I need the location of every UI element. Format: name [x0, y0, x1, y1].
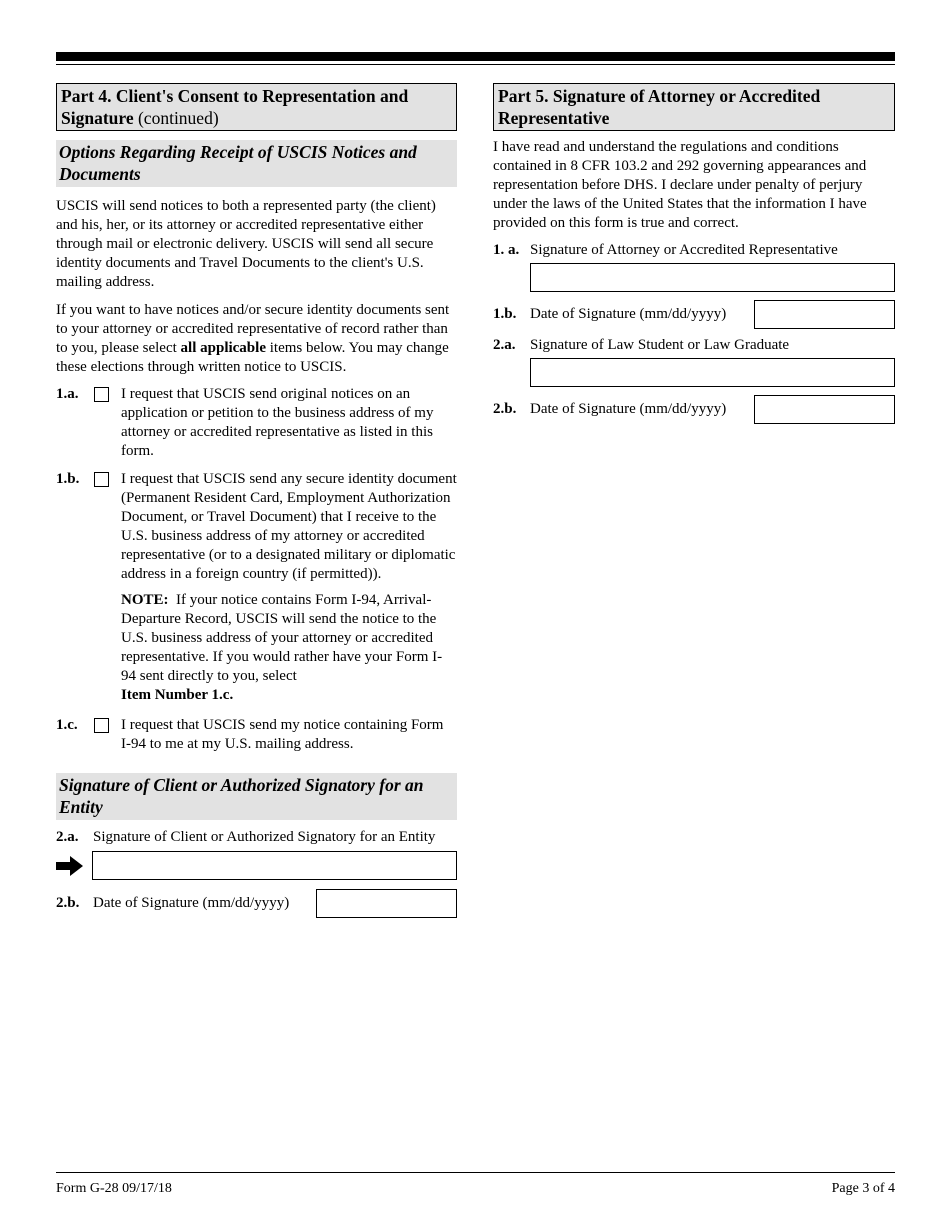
item-2b-label: Date of Signature (mm/dd/yyyy)	[93, 895, 290, 911]
signature-section-header: Signature of Client or Authorized Signatory for an Entity	[56, 773, 457, 820]
attorney-signature-field[interactable]	[530, 263, 895, 292]
law-student-signature-field[interactable]	[530, 358, 895, 387]
part5-declaration: I have read and understand the regulations and conditions contained in 8 CFR 103.2 and 292 governing appearances and representation before DHS. I declare under penalty of perjury under the laws of the United States that the information I have provided on this form is true and correct.	[493, 139, 867, 231]
attorney-signature-date-field[interactable]	[754, 300, 895, 329]
part5-item-2a-number: 2.a.	[493, 337, 516, 353]
note-item-ref: Item Number 1.c.	[121, 687, 234, 703]
item-2b	[56, 889, 457, 918]
item-1c-number: 1.c.	[56, 717, 78, 733]
item-2a-number: 2.a.	[56, 829, 79, 845]
item-1b-checkbox[interactable]	[94, 472, 109, 487]
item-1c-checkbox[interactable]	[94, 718, 109, 733]
part5-item-2b-label: Date of Signature (mm/dd/yyyy)	[530, 401, 727, 417]
client-signature-field[interactable]	[92, 851, 457, 880]
left-column	[56, 83, 457, 918]
top-rule-thick	[56, 52, 895, 61]
item-1a-number: 1.a.	[56, 386, 79, 402]
note-label: NOTE:	[121, 592, 169, 608]
item-2a-field-row	[56, 851, 457, 880]
options-section-header: Options Regarding Receipt of USCIS Notices and Documents	[56, 140, 457, 187]
client-signature-date-field[interactable]	[316, 889, 457, 918]
item-2b-number: 2.b.	[56, 895, 80, 911]
part5-item-1b	[493, 300, 895, 329]
item-1c-text: I request that USCIS send my notice containing Form I-94 to me at my U.S. mailing address.	[121, 717, 444, 752]
item-2a-label: Signature of Client or Authorized Signatory for an Entity	[93, 829, 436, 845]
note-text: If your notice contains Form I-94, Arrival-Departure Record, USCIS will send the notice to the U.S. business address of your attorney or accredited representative. If you would rather have your Form I-94 sent directly to you, select	[121, 592, 443, 684]
part5-item-1b-number: 1.b.	[493, 306, 517, 322]
part5-item-1a-number: 1. a.	[493, 242, 520, 258]
right-column	[493, 83, 895, 424]
part5-header: Part 5. Signature of Attorney or Accredited Representative	[493, 83, 895, 131]
note-block	[121, 591, 457, 705]
part5-item-1b-label: Date of Signature (mm/dd/yyyy)	[530, 306, 727, 322]
part5-item-2a-label: Signature of Law Student or Law Graduate	[530, 337, 790, 353]
item-1a-checkbox[interactable]	[94, 387, 109, 402]
part4-title: Part 4. Client's Consent to Representation and Signature	[61, 86, 409, 128]
part5-item-2b	[493, 395, 895, 424]
part5-item-1a-label: Signature of Attorney or Accredited Representative	[530, 242, 838, 258]
options-paragraph-1: USCIS will send notices to both a represented party (the client) and his, her, or its attorney or accredited representative either through mail or electronic delivery. USCIS will send all secure identity documents and Travel Documents to the client's U.S. mailing address.	[56, 198, 436, 290]
top-rule-thin	[56, 64, 895, 65]
item-1b-number: 1.b.	[56, 471, 80, 487]
part5-item-1a	[493, 241, 895, 260]
part4-title-suffix: (continued)	[137, 108, 219, 128]
item-1a	[56, 385, 457, 461]
law-student-signature-date-field[interactable]	[754, 395, 895, 424]
footer-rule	[56, 1172, 895, 1173]
item-1b-text: I request that USCIS send any secure identity document (Permanent Resident Card, Employment Authorization Document, or Travel Document) that I receive to the U.S. business address of my attorney or accredited representative (or to a designated military or diplomatic address in a foreign country (if permitted)).	[121, 471, 457, 582]
options-paragraph-2: If you want to have notices and/or secure identity documents sent to your attorney or accredited representative of record rather than to you, please select all applicable items below. You may change these elections through written notice to USCIS.	[56, 302, 450, 375]
footer-form-id: Form G-28 09/17/18	[56, 1181, 172, 1196]
footer-page-number: Page 3 of 4	[831, 1181, 895, 1196]
part4-header	[56, 83, 457, 131]
item-1a-text: I request that USCIS send original notices on an application or petition to the business address of my attorney or accredited representative as listed in this form.	[121, 386, 434, 459]
item-2a	[56, 828, 457, 848]
item-1b	[56, 470, 457, 584]
arrow-right-icon	[56, 856, 84, 876]
part5-item-2a	[493, 336, 895, 355]
item-1c	[56, 716, 457, 754]
part5-item-2b-number: 2.b.	[493, 401, 517, 417]
